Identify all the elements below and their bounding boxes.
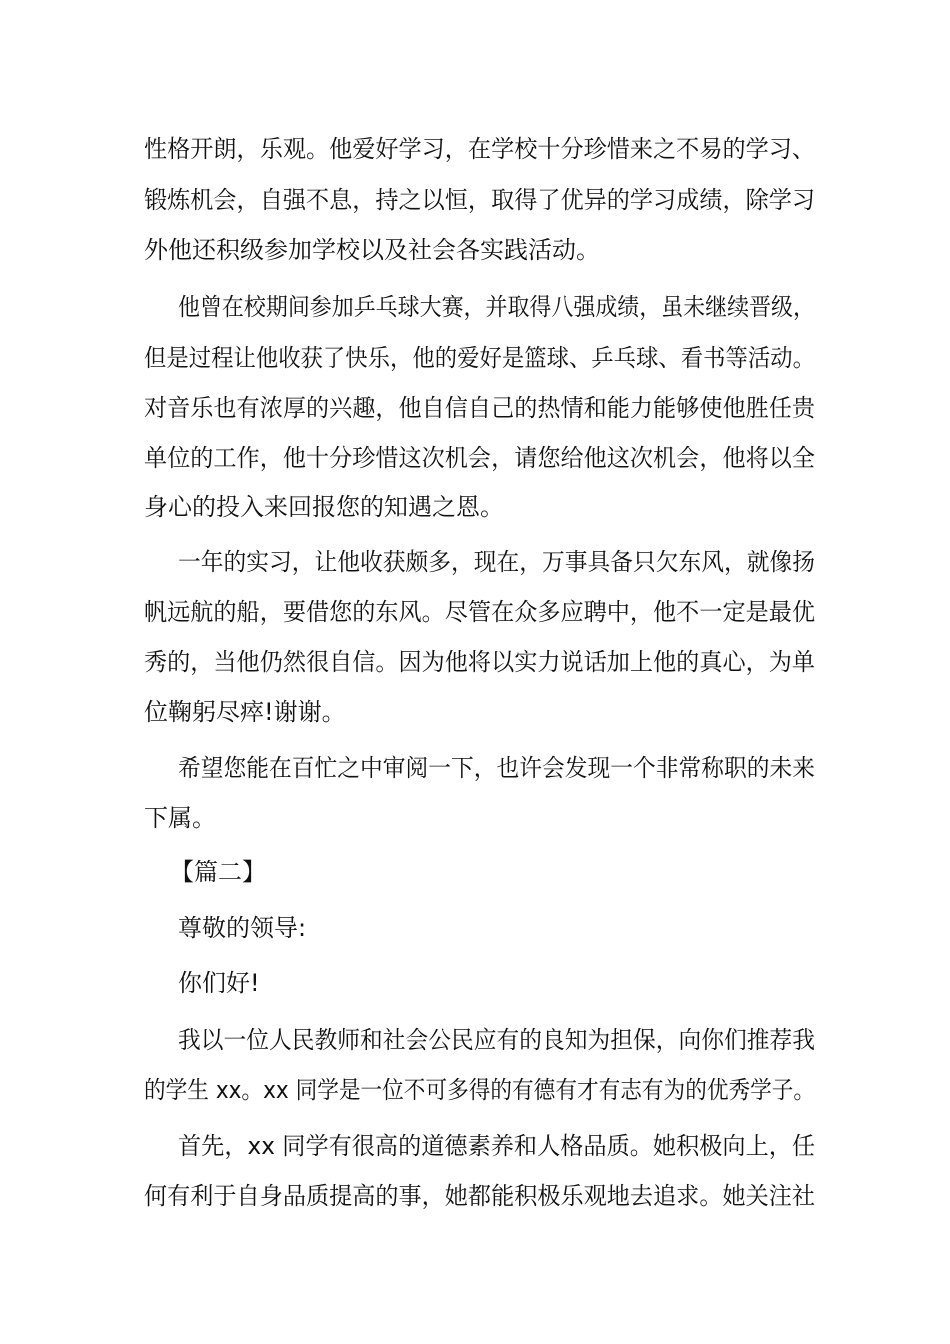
text-line: 帆远航的船，要借您的东风。尽管在众多应聘中，他不一定是最优	[144, 598, 816, 626]
text-line: 单位的工作，他十分珍惜这次机会，请您给他这次机会，他将以全	[144, 444, 816, 472]
text-line: 首先，xx 同学有很高的道德素养和人格品质。她积极向上，任	[178, 1132, 816, 1160]
text-line: 位鞠躬尽瘁!谢谢。	[144, 698, 346, 726]
text-line: 外他还积级参加学校以及社会各实践活动。	[144, 236, 600, 264]
text-line: 的学生 xx。xx 同学是一位不可多得的有德有才有志有为的优秀学子。	[144, 1076, 816, 1104]
text-line: 但是过程让他收获了快乐，他的爱好是篮球、乒乓球、看书等活动。	[144, 344, 815, 372]
section-heading: 【篇二】	[170, 858, 266, 886]
text-line: 秀的，当他仍然很自信。因为他将以实力说话加上他的真心，为单	[144, 648, 816, 676]
text-line: 一年的实习，让他收获颇多，现在，万事具备只欠东风，就像扬	[178, 548, 815, 576]
salutation: 尊敬的领导:	[178, 914, 307, 942]
text-line: 他曾在校期间参加乒乓球大赛，并取得八强成绩，虽未继续晋级，	[178, 293, 815, 321]
text-line: 希望您能在百忙之中审阅一下，也许会发现一个非常称职的未来	[178, 754, 815, 782]
greeting: 你们好!	[178, 969, 260, 997]
text-line: 下属。	[144, 804, 216, 832]
text-line: 我以一位人民教师和社会公民应有的良知为担保，向你们推荐我	[178, 1026, 815, 1054]
text-line: 对音乐也有浓厚的兴趣，他自信自己的热情和能力能够使他胜任贵	[144, 394, 816, 422]
text-line: 性格开朗，乐观。他爱好学习，在学校十分珍惜来之不易的学习、	[144, 135, 816, 163]
text-line: 锻炼机会，自强不息，持之以恒，取得了优异的学习成绩，除学习	[144, 186, 816, 214]
text-line: 何有利于自身品质提高的事，她都能积极乐观地去追求。她关注社	[144, 1182, 816, 1210]
text-line: 身心的投入来回报您的知遇之恩。	[144, 493, 504, 521]
